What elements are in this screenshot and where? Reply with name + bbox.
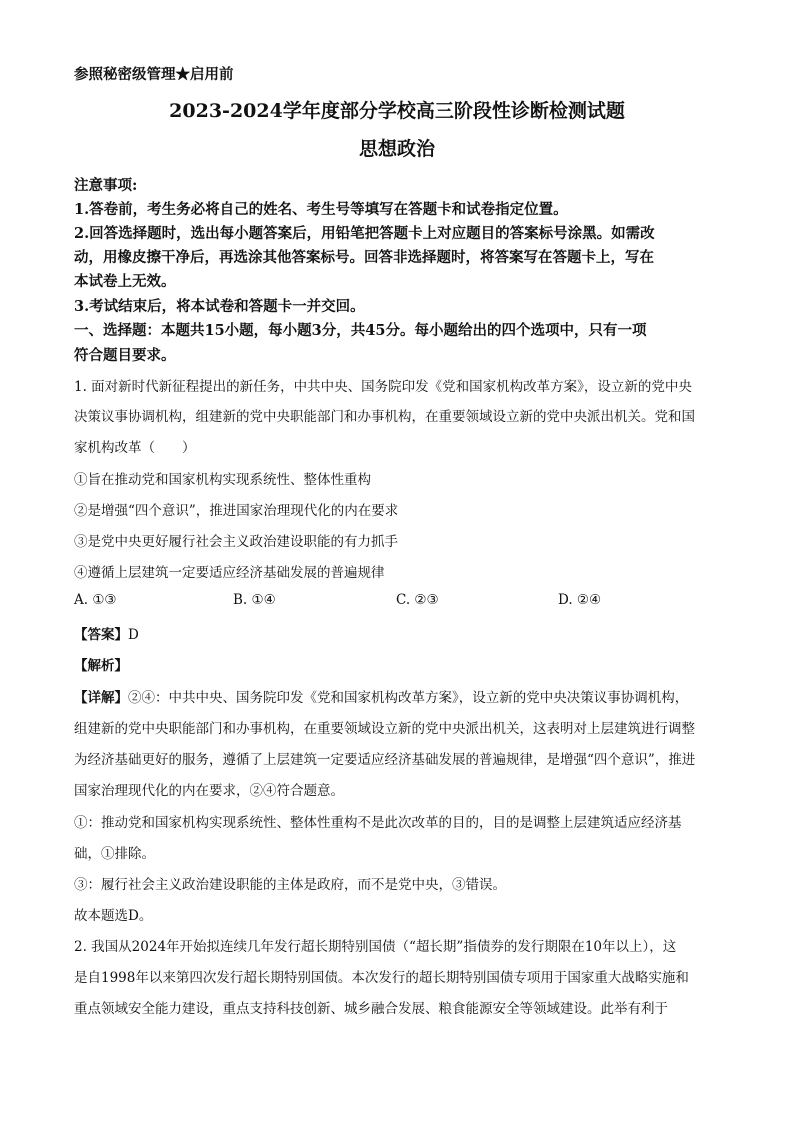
question-stem-line: 2. 我国从2024年开始拟连续几年发行超长期特别国债（“超长期”指债券的发行期限在10年以上），这 [74, 939, 677, 955]
secret-level-label: 参照秘密级管理★启用前 [74, 66, 234, 83]
note-line: 1.答卷前，考生务必将自己的姓名、考生号等填写在答题卡和试卷指定位置。 [74, 201, 568, 218]
detail-line: ①：推动党和国家机构实现系统性、整体性重构不是此次改革的目的，目的是调整上层建筑适应经济基 [74, 815, 682, 831]
statement-item: ①旨在推动党和国家机构实现系统性、整体性重构 [74, 472, 371, 488]
detail-line: ③：履行社会主义政治建设职能的主体是政府，而不是党中央，③错误。 [74, 877, 506, 893]
subject-title: 思想政治 [358, 138, 435, 160]
detail-text: ②④：中共中央、国务院印发《党和国家机构改革方案》，设立新的党中央决策议事协调机构， [128, 690, 689, 706]
answer-value: D [128, 627, 139, 643]
option-c: C. ②③ [396, 592, 439, 608]
notes-heading: 注意事项: [74, 177, 138, 194]
question-stem-line: 家机构改革（ ） [74, 440, 196, 456]
question-stem-line: 重点领域安全能力建设，重点支持科技创新、城乡融合发展、粮食能源安全等领域建设。此举有利于 [74, 1001, 668, 1017]
option-a: A. ①③ [74, 592, 117, 608]
statement-item: ④遵循上层建筑一定要适应经济基础发展的普遍规律 [74, 565, 385, 581]
question-stem-line: 决策议事协调机构，组建新的党中央职能部门和办事机构，在重要领域设立新的党中央派出机关。党和国 [74, 409, 695, 425]
question-stem-line: 1. 面对新时代新征程提出的新任务，中共中央、国务院印发《党和国家机构改革方案》，设立新的党中央 [74, 379, 692, 395]
answer-row [74, 623, 139, 643]
detail-line: 组建新的党中央职能部门和办事机构，在重要领域设立新的党中央派出机关，这表明对上层建筑进行调整 [74, 721, 695, 737]
detail-tag: 【详解】 [74, 690, 128, 706]
option-b: B. ①④ [233, 592, 276, 608]
detail-line: 为经济基础更好的服务，遵循了上层建筑一定要适应经济基础发展的普遍规律，是增强“四个意识”，推进 [74, 752, 696, 768]
statement-item: ③是党中央更好履行社会主义政治建设职能的有力抓手 [74, 534, 398, 550]
section-heading-line: 符合题目要求。 [74, 347, 176, 364]
detail-conclusion: 故本题选D。 [74, 908, 153, 924]
option-d: D. ②④ [558, 592, 602, 608]
note-line: 本试卷上无效。 [74, 273, 176, 290]
note-line: 3.考试结束后，将本试卷和答题卡一并交回。 [74, 298, 365, 315]
note-line: 动，用橡皮擦干净后，再选涂其他答案标号。回答非选择题时，将答案写在答题卡上，写在 [74, 249, 654, 266]
analysis-tag: 【解析】 [74, 658, 128, 674]
detail-line [74, 686, 688, 706]
analysis-row [74, 654, 128, 674]
answer-tag: 【答案】 [74, 627, 128, 643]
question-stem-line: 是自1998年以来第四次发行超长期特别国债。本次发行的超长期特别国债专项用于国家重大战略实施和 [74, 970, 689, 986]
exam-title: 2023-2024学年度部分学校高三阶段性诊断检测试题 [169, 100, 625, 122]
statement-item: ②是增强“四个意识”，推进国家治理现代化的内在要求 [74, 503, 399, 519]
note-line: 2.回答选择题时，选出每小题答案后，用铅笔把答题卡上对应题目的答案标号涂黑。如需改 [74, 225, 655, 242]
detail-line: 国家治理现代化的内在要求，②④符合题意。 [74, 783, 344, 799]
detail-line: 础，①排除。 [74, 846, 155, 862]
section-heading-line: 一、选择题：本题共15小题，每小题3分，共45分。每小题给出的四个选项中，只有一项 [74, 322, 647, 339]
